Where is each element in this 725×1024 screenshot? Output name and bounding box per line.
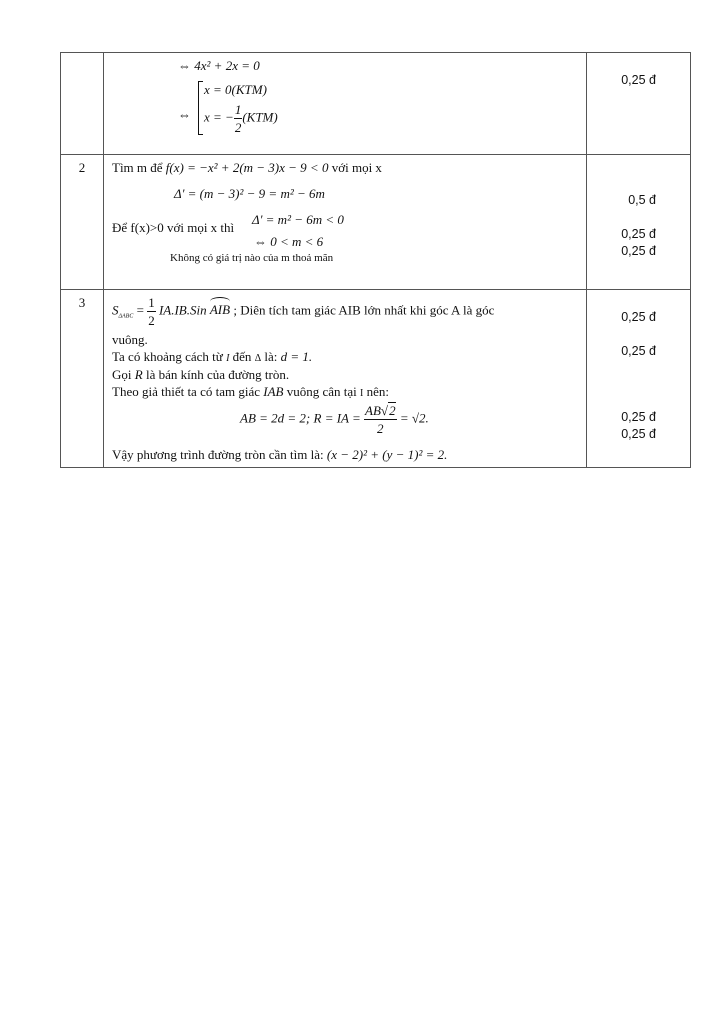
distance-value: d = 1.: [280, 349, 313, 364]
fraction-denominator: 2: [377, 421, 384, 436]
prompt-tail: với mọi x: [331, 160, 382, 175]
table-row: [61, 53, 691, 155]
case-rhs: (KTM): [242, 109, 278, 125]
delta-line: Δ' = (m − 3)² − 9 = m² − 6m: [174, 186, 325, 201]
vertex-I: I: [360, 388, 364, 399]
angle-arc: AIB: [209, 302, 231, 318]
fraction-numerator: 1: [234, 102, 242, 117]
condition-line: Δ' = m² − 6m < 0: [252, 212, 344, 227]
score-cell: [587, 53, 691, 155]
area-explanation: ; Diên tích tam giác AIB lớn nhất khi góc A là góc: [233, 302, 495, 318]
isosceles-line: [112, 385, 389, 399]
score-value: 0,25 đ: [621, 73, 656, 87]
table-row: [61, 290, 691, 468]
conclusion-text: Không có giá trị nào của m thoả mãn: [170, 252, 334, 264]
solution-cell: [104, 155, 587, 290]
score-value: 0,25 đ: [621, 227, 656, 241]
score-value: 0,5 đ: [628, 193, 656, 207]
area-explanation-cont: vuông.: [112, 332, 148, 347]
solution-cell: [104, 53, 587, 155]
table-row: [61, 155, 691, 290]
fraction-numerator: 1: [148, 295, 155, 310]
isosceles-end: nên:: [366, 384, 389, 399]
case-line: x = 0(KTM): [204, 82, 267, 97]
condition-text: Để f(x)>0 với mọi x thì: [112, 220, 235, 235]
case-line: [204, 103, 278, 134]
radius-line: [112, 368, 289, 381]
prompt-expression: f(x) = −x² + 2(m − 3)x − 9 < 0: [165, 160, 329, 175]
solution-cell: [104, 290, 587, 468]
fraction-denominator: 2: [234, 120, 242, 135]
score-value: 0,25 đ: [621, 310, 656, 324]
distance-mid: đến: [232, 349, 252, 364]
radius-symbol: R: [134, 367, 143, 382]
isosceles-tail: vuông cân tại: [286, 384, 357, 399]
sqrt-radicand: 2: [389, 403, 396, 418]
score-value: 0,25 đ: [621, 344, 656, 358]
fraction-numerator: AB: [365, 403, 381, 418]
equals-sign: =: [136, 302, 144, 318]
prompt-text: Tìm m để: [112, 160, 163, 175]
fraction-denominator: 2: [148, 313, 155, 328]
area-formula: [112, 296, 494, 327]
case-lhs: x = −: [204, 109, 234, 125]
problem-prompt: [112, 161, 382, 174]
final-text: Vậy phương trình đường tròn cần tìm là:: [112, 447, 324, 462]
score-cell: [587, 155, 691, 290]
equivalence-symbol: ⇔: [178, 107, 191, 122]
score-value: 0,25 đ: [621, 244, 656, 258]
grading-table: [60, 52, 691, 468]
score-value: 0,25 đ: [621, 427, 656, 441]
radius-text: Gọi: [112, 367, 132, 382]
radius-tail: là bán kính của đường tròn.: [145, 367, 290, 382]
ab-lhs: AB = 2d = 2; R = IA =: [240, 410, 361, 426]
equation-line: ⇔ 4x² + 2x = 0: [178, 58, 260, 73]
question-number: [61, 53, 104, 155]
condition-result: ⇔ 0 < m < 6: [254, 234, 324, 249]
case-bracket: [198, 81, 203, 135]
score-cell: [587, 290, 691, 468]
triangle-IAB: IAB: [263, 384, 284, 399]
circle-equation: (x − 2)² + (y − 1)² = 2.: [326, 447, 448, 462]
point-I: I: [226, 353, 230, 364]
distance-la: là:: [264, 349, 278, 364]
distance-line: [112, 350, 312, 364]
area-subscript: ΔABC: [118, 313, 134, 320]
line-delta: Δ: [254, 353, 262, 364]
ab-formula: AB = 2d = 2; R = IA = $\frac{AB√2}{2}$ = √2.: [240, 403, 429, 436]
ab-rhs: = √2.: [399, 410, 429, 426]
question-number: 3: [61, 290, 104, 468]
distance-text: Ta có khoảng cách từ: [112, 349, 223, 364]
final-line: [112, 448, 447, 461]
question-number: 2: [61, 155, 104, 290]
isosceles-text: Theo giả thiết ta có tam giác: [112, 384, 260, 399]
score-value: 0,25 đ: [621, 410, 656, 424]
area-product: IA.IB.Sin: [158, 302, 207, 318]
area-symbol: S: [112, 302, 119, 318]
